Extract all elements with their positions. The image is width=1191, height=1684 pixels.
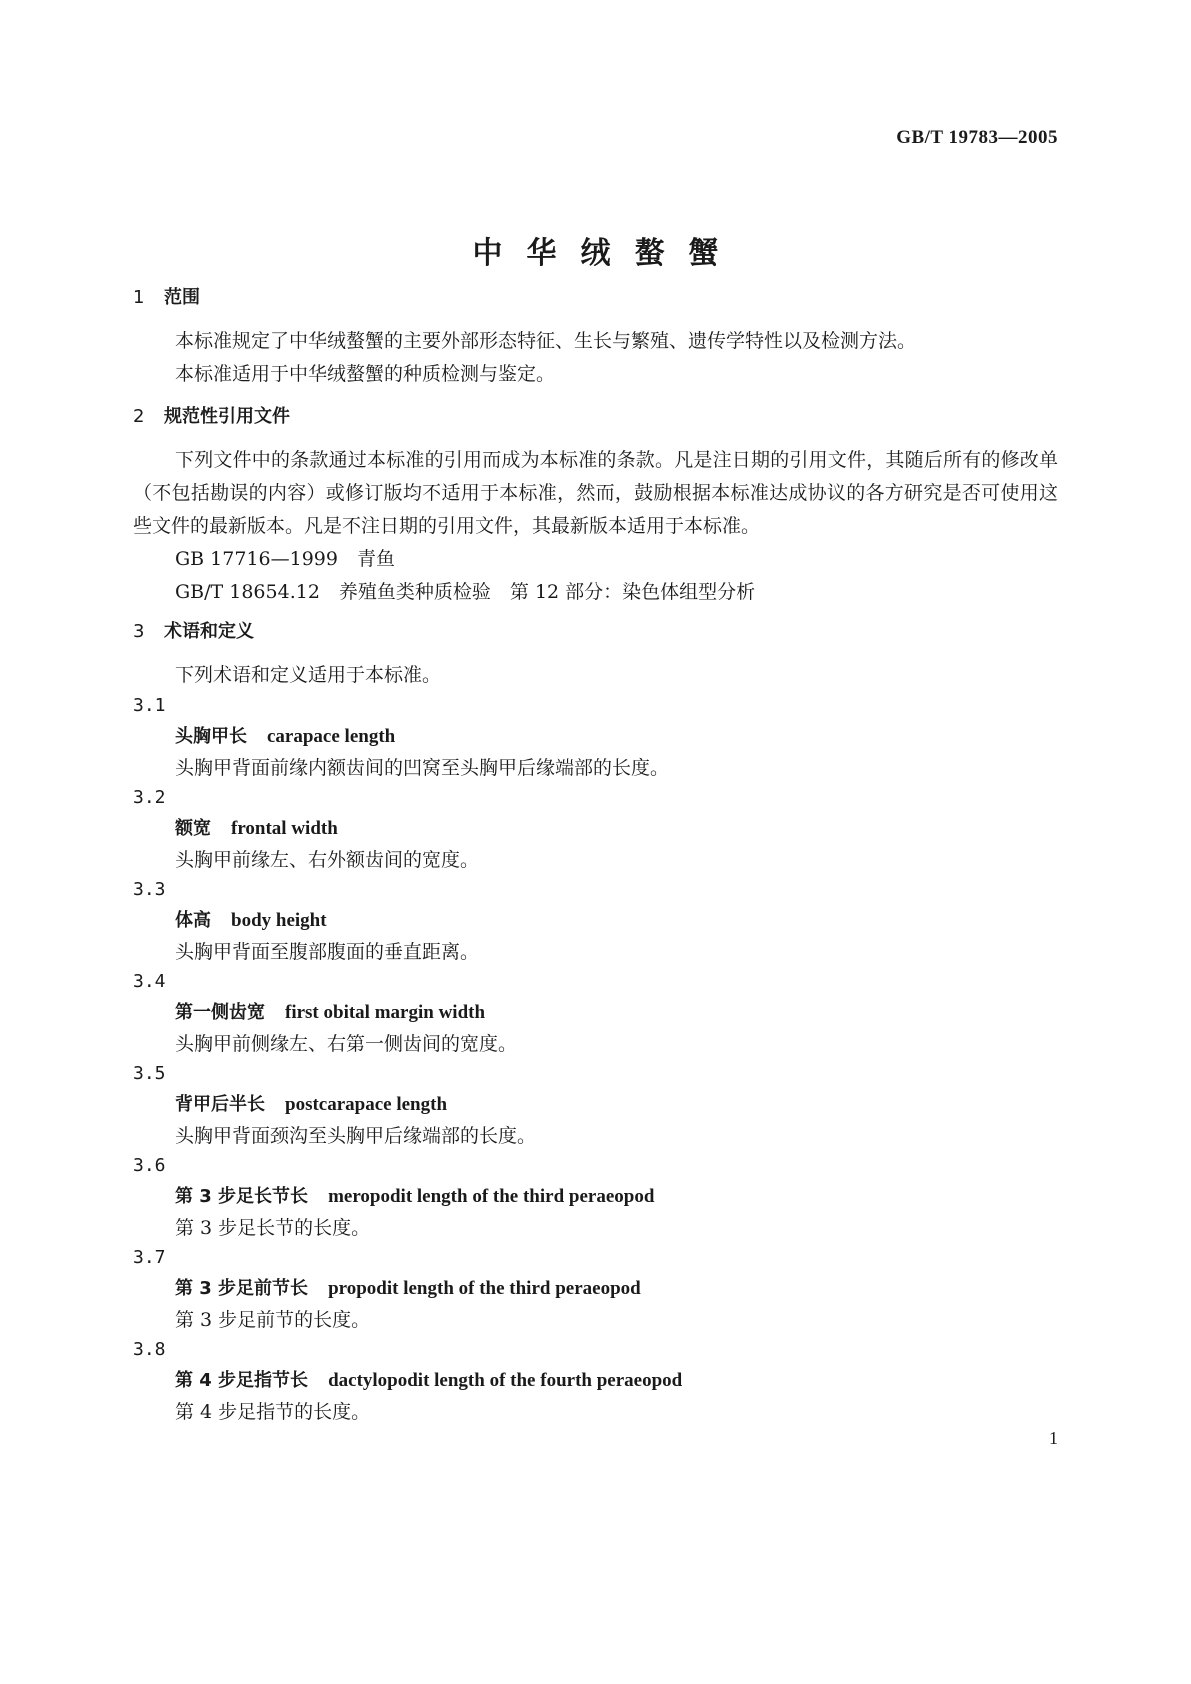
section-heading	[133, 405, 1058, 429]
term-number: 3.6	[133, 1155, 166, 1176]
standard-code: GB/T 19783—2005	[896, 127, 1058, 148]
term-en: postcarapace length	[285, 1094, 448, 1115]
term-definition: 第 3 步足长节的长度。	[175, 1217, 371, 1239]
term-entry	[133, 786, 1058, 872]
term-zh: 额宽	[175, 818, 211, 839]
term-zh: 第 4 步足指节长	[175, 1370, 309, 1391]
term-definition: 头胸甲前侧缘左、右第一侧齿间的宽度。	[175, 1033, 518, 1055]
paragraph: 下列术语和定义适用于本标准。	[175, 664, 442, 686]
term-definition: 头胸甲背面前缘内额齿间的凹窝至头胸甲后缘端部的长度。	[175, 757, 670, 779]
term-entry	[133, 1246, 1058, 1332]
page-number: 1	[1049, 1428, 1058, 1448]
paragraph: 本标准适用于中华绒螯蟹的种质检测与鉴定。	[175, 363, 556, 385]
normative-reference: GB/T 18654.12 养殖鱼类种质检验 第 12 部分：染色体组型分析	[175, 581, 756, 603]
section-number: 1	[133, 287, 145, 308]
section-number: 2	[133, 406, 145, 427]
section-2	[133, 405, 1058, 609]
term-definition: 第 3 步足前节的长度。	[175, 1309, 371, 1331]
term-zh: 头胸甲长	[175, 726, 247, 747]
term-en: propodit length of the third peraeopod	[328, 1278, 641, 1299]
section-3	[133, 620, 1058, 692]
section-heading	[133, 620, 1058, 644]
term-entry	[133, 1062, 1058, 1148]
term-heading	[133, 817, 1058, 841]
term-zh: 第一侧齿宽	[175, 1002, 265, 1023]
term-definition: 头胸甲背面至腹部腹面的垂直距离。	[175, 941, 480, 963]
term-zh: 第 3 步足前节长	[175, 1278, 309, 1299]
term-en: meropodit length of the third peraeopod	[328, 1186, 655, 1207]
paragraph: 本标准规定了中华绒螯蟹的主要外部形态特征、生长与繁殖、遗传学特性以及检测方法。	[175, 330, 917, 352]
term-zh: 背甲后半长	[175, 1094, 265, 1115]
section-heading	[133, 286, 1058, 310]
term-heading	[133, 1185, 1058, 1209]
section-1	[133, 286, 1058, 391]
term-en: first obital margin width	[285, 1002, 486, 1023]
term-zh: 第 3 步足长节长	[175, 1186, 309, 1207]
term-heading	[133, 1093, 1058, 1117]
section-title: 术语和定义	[164, 621, 254, 642]
term-en: carapace length	[267, 726, 396, 747]
term-definition: 头胸甲前缘左、右外额齿间的宽度。	[175, 849, 480, 871]
term-number: 3.2	[133, 787, 166, 808]
term-definition: 头胸甲背面颈沟至头胸甲后缘端部的长度。	[175, 1125, 537, 1147]
term-entry	[133, 878, 1058, 964]
section-number: 3	[133, 621, 145, 642]
term-en: frontal width	[231, 818, 338, 839]
term-number: 3.1	[133, 695, 166, 716]
term-heading	[133, 1277, 1058, 1301]
term-entry	[133, 970, 1058, 1056]
term-entry	[133, 1338, 1058, 1424]
section-title: 规范性引用文件	[164, 406, 290, 427]
paragraph: 下列文件中的条款通过本标准的引用而成为本标准的条款。凡是注日期的引用文件，其随后所有的修改单（不包括勘误的内容）或修订版均不适用于本标准，然而，鼓励根据本标准达成协议的各方研究是否可使用这些文件的最新版本。凡是不注日期的引用文件，其最新版本适用于本标准。	[133, 449, 1058, 537]
term-number: 3.4	[133, 971, 166, 992]
term-number: 3.3	[133, 879, 166, 900]
term-heading	[133, 1001, 1058, 1025]
term-number: 3.8	[133, 1339, 166, 1360]
normative-reference: GB 17716—1999 青鱼	[175, 548, 395, 570]
term-zh: 体高	[175, 910, 211, 931]
term-heading	[133, 909, 1058, 933]
term-number: 3.7	[133, 1247, 166, 1268]
term-heading	[133, 1369, 1058, 1393]
term-en: dactylopodit length of the fourth peraeopod	[328, 1370, 683, 1391]
term-entry	[133, 1154, 1058, 1240]
term-number: 3.5	[133, 1063, 166, 1084]
section-title: 范围	[164, 287, 200, 308]
term-definition: 第 4 步足指节的长度。	[175, 1401, 371, 1423]
term-heading	[133, 725, 1058, 749]
term-entry	[133, 694, 1058, 780]
term-en: body height	[231, 910, 327, 931]
document-title: 中华绒螯蟹	[472, 236, 743, 271]
